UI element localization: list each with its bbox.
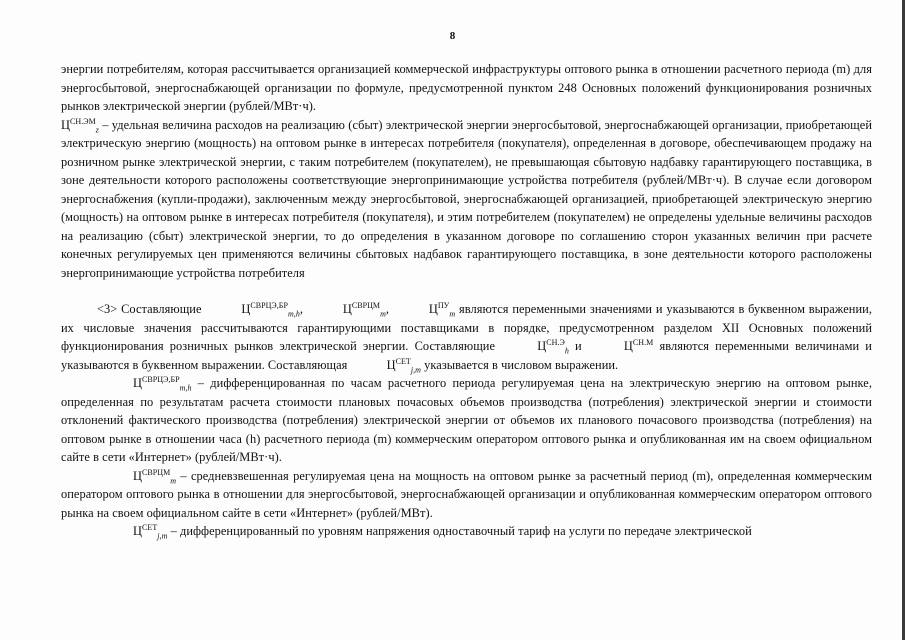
formula-symbol-svrcm: $Ц^{СВРЦМ}_m$ xyxy=(342,300,386,319)
paragraph-svrcm-definition xyxy=(61,467,872,523)
paragraph-ch-em-definition xyxy=(61,116,872,283)
formula-symbol-pu: $Ц^{ПУ}_m$ xyxy=(428,300,456,319)
definition-text: – дифференцированный по уровням напряжения одноставочный тариф на услуги по передаче электрической xyxy=(167,524,752,538)
formula-symbol-ch-e: $Ц^{СН.Э}_h$ xyxy=(537,337,569,356)
formula-symbol-ch-m: $Ц^{СН.М}$ xyxy=(623,337,654,353)
formula-symbol-svrcm: $Ц^{СВРЦМ}_m$ xyxy=(133,467,177,485)
definition-text: – удельная величина расходов на реализацию (сбыт) электрической энергии энергосбытовой, энергоснабжающей организации, приобретающей электрическую энергию (мощность) на оптовом рынке в интересах потребителя (покупателя), определенная в договоре, обеспечивающем продажу на розничном рынке электрической энергии, с таким потребителем (покупателем), не превышающая сбытовую надбавку гарантирующего поставщика, в зоне деятельности которого расположены соответствующие энергопринимающие устройства потребителя (рублей/МВт·ч). В случае если договором энергоснабжения (купли-продажи), заключенным между энергосбытовой, энергоснабжающей организацией, приобретающей электрическую энергию (мощность) на оптовом рынке в интересах потребителя (покупателя), и этим потребителем (покупателем) не определены удельные величины расходов на реализацию (сбыт) электрической энергии, то до определения в указанном договоре по соглашению сторон указанных величин при расчете конечных регулируемых цен применяются величины сбытовых надбавок гарантирующего поставщика, в зоне деятельности которого расположены энергопринимающие устройства потребителя xyxy=(61,117,872,280)
footnote-3-paragraph: <3> Составляющие $Ц^{СВРЦЭ,БР}_{m,h}$, $Ц^{СВРЦМ}_m$, $Ц^{ПУ}_m$ являются переменными значениями и указываются в буквенном выражении, их числовые значения рассчитываются гарантирующими поставщиками в порядке, предусмотренном разделом XII Основных положений функционирования розничных рынков электрической энергии. Составляющие $Ц^{СН.Э}_h$ и $Ц^{СН.М}$ являются переменными величинами и указываются в буквенном выражении. Составляющая $Ц^{СЕТ}_{j,m}$ указывается в числовом выражении. xyxy=(61,300,872,374)
paragraph-svrce-br-definition xyxy=(61,374,872,467)
page-number: 8 xyxy=(449,30,456,42)
paragraph-continuation: энергии потребителям, которая рассчитывается организацией коммерческой инфраструктуры оптового рынка в отношении расчетного периода (m) для энергосбытовой, энергоснабжающей организации по формуле, предусмотренной пунктом 248 Основных положений функционирования розничных рынков электрической энергии (рублей/МВт·ч). xyxy=(61,62,872,113)
definition-text: – средневзвешенная регулируемая цена на мощность на оптовом рынке за расчетный период (m), определенная коммерческим оператором оптового рынка в отношении для энергосбытовой, энергоснабжающей организации и опубликованная коммерческим оператором оптового рынка на своем официальном сайте в сети «Интернет» (рублей/МВт). xyxy=(61,468,872,520)
formula-symbol-svrce-br: $Ц^{СВРЦЭ,БР}_{m,h}$ xyxy=(241,300,300,319)
definition-text: – дифференцированная по часам расчетного периода регулируемая цена на электрическую энергию на оптовом рынке, определенная по результатам расчета стоимости плановых почасовых объемов производства (потребления) электрической энергии и стоимости отклонений фактического производства (потребления) электрической энергии от объемов их планового почасового производства (потребления) на оптовом рынке в отношении часа (h) расчетного периода (m) коммерческим оператором оптового рынка и опубликованная им на своем официальном сайте в сети «Интернет» (рублей/МВт·ч). xyxy=(61,376,872,464)
formula-symbol-set: $Ц^{СЕТ}_{j,m}$ xyxy=(133,522,168,541)
formula-symbol-svrce-br: $Ц^{СВРЦЭ,БР}_{m,h}$ xyxy=(133,374,192,393)
paragraph-set-definition xyxy=(61,522,872,541)
formula-symbol-set: $Ц^{СЕТ}_{j,m}$ xyxy=(386,356,421,374)
formula-symbol-ch-em: $Ц^{СН.ЭМ}_z$ xyxy=(61,116,99,134)
document-body xyxy=(61,60,872,541)
